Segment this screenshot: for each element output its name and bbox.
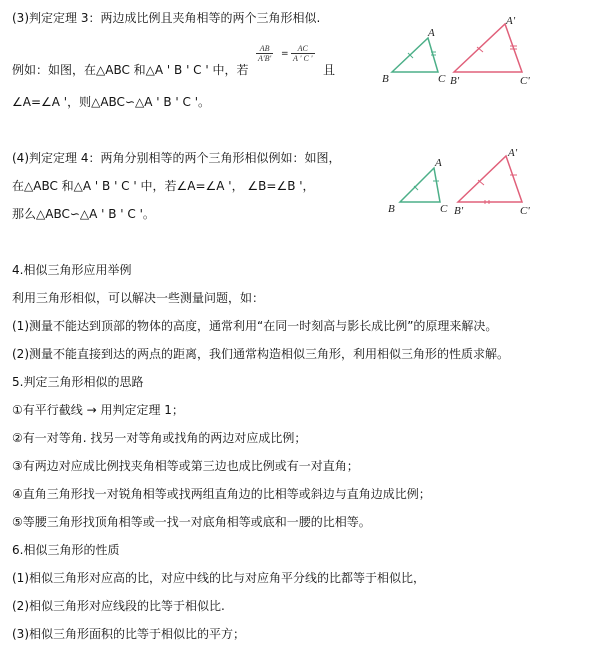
label-c-prime-2: C' [520, 205, 530, 217]
application-item1: (1)测量不能达到顶部的物体的高度，通常利用“在同一时刻高与影长成比例”的原理来解决。 [12, 319, 498, 333]
fraction-eq: = [281, 49, 289, 59]
section3-example [12, 62, 249, 78]
approach-item2: ②有一对等角. 找另一对等角或找角的两边对应成比例； [12, 431, 307, 445]
properties-item3: (3)相似三角形面积的比等于相似比的平方； [12, 627, 245, 641]
fraction-ac-num: AC [291, 44, 315, 54]
section3-conclusion: ∠A=∠A '，则△ABC∽△A ' B ' C '。 [12, 95, 211, 109]
label-b-prime-2: B' [454, 205, 464, 217]
label-b-2: B [388, 203, 395, 215]
application-intro: 利用三角形相似，可以解决一些测量问题，如： [12, 291, 265, 305]
fraction-ac-den: A ' C ' [293, 54, 313, 63]
label-a-prime-2: A' [508, 148, 518, 159]
section3-title: (3)判定定理 3：两边成比例且夹角相等的两个三角形相似. [12, 11, 321, 25]
properties-item2: (2)相似三角形对应线段的比等于相似比. [12, 599, 225, 613]
section4-line1: (4)判定定理 4：两角分别相等的两个三角形相似例如：如图， [12, 151, 341, 165]
approach-item1: ①有平行截线 → 用判定定理 1； [12, 403, 184, 417]
fraction-ab [256, 44, 273, 63]
triangle-abc-2 [400, 168, 440, 202]
label-a-2: A [435, 157, 442, 169]
approach-item5: ⑤等腰三角形找顶角相等或一找一对底角相等或底和一腰的比相等。 [12, 515, 371, 529]
triangle-abc-prime-2 [458, 156, 522, 202]
section3-example-prefix: 例如：如图，在△ABC 和△A ' B ' C ' 中，若 [12, 63, 249, 77]
fraction-ab-num: AB [256, 44, 273, 54]
section3-and: 且 [323, 63, 336, 77]
approach-item3: ③有两边对应成比例找夹角相等或第三边也成比例或有一对直角； [12, 459, 359, 473]
section4-line3: 那么△ABC∽△A ' B ' C '。 [12, 207, 155, 221]
approach-heading: 5.判定三角形相似的思路 [12, 375, 144, 389]
label-c-prime: C' [520, 75, 530, 87]
application-item2: (2)测量不能直接到达的两点的距离，我们通常构造相似三角形，利用相似三角形的性质求解。 [12, 347, 510, 361]
label-b: B [382, 73, 389, 85]
properties-heading: 6.相似三角形的性质 [12, 543, 120, 557]
label-a-prime: A' [506, 15, 516, 27]
approach-item4: ④直角三角形找一对锐角相等或找两组直角边的比相等或斜边与直角边成比例； [12, 487, 431, 501]
label-b-prime: B' [450, 75, 460, 87]
fraction-ac [291, 44, 315, 63]
triangle-abc-prime-1 [454, 24, 522, 72]
figure-1-triangles [380, 14, 580, 94]
label-a: A [428, 27, 435, 39]
figure-2-triangles [380, 148, 580, 228]
fraction-ab-den: A'B' [258, 54, 272, 63]
properties-item1: (1)相似三角形对应高的比，对应中线的比与对应角平分线的比都等于相似比， [12, 571, 426, 585]
application-heading: 4.相似三角形应用举例 [12, 263, 132, 277]
section4-line2: 在△ABC 和△A ' B ' C ' 中，若∠A=∠A '， ∠B=∠B '， [12, 179, 315, 193]
label-c: C [438, 73, 446, 85]
label-c-2: C [440, 203, 448, 215]
